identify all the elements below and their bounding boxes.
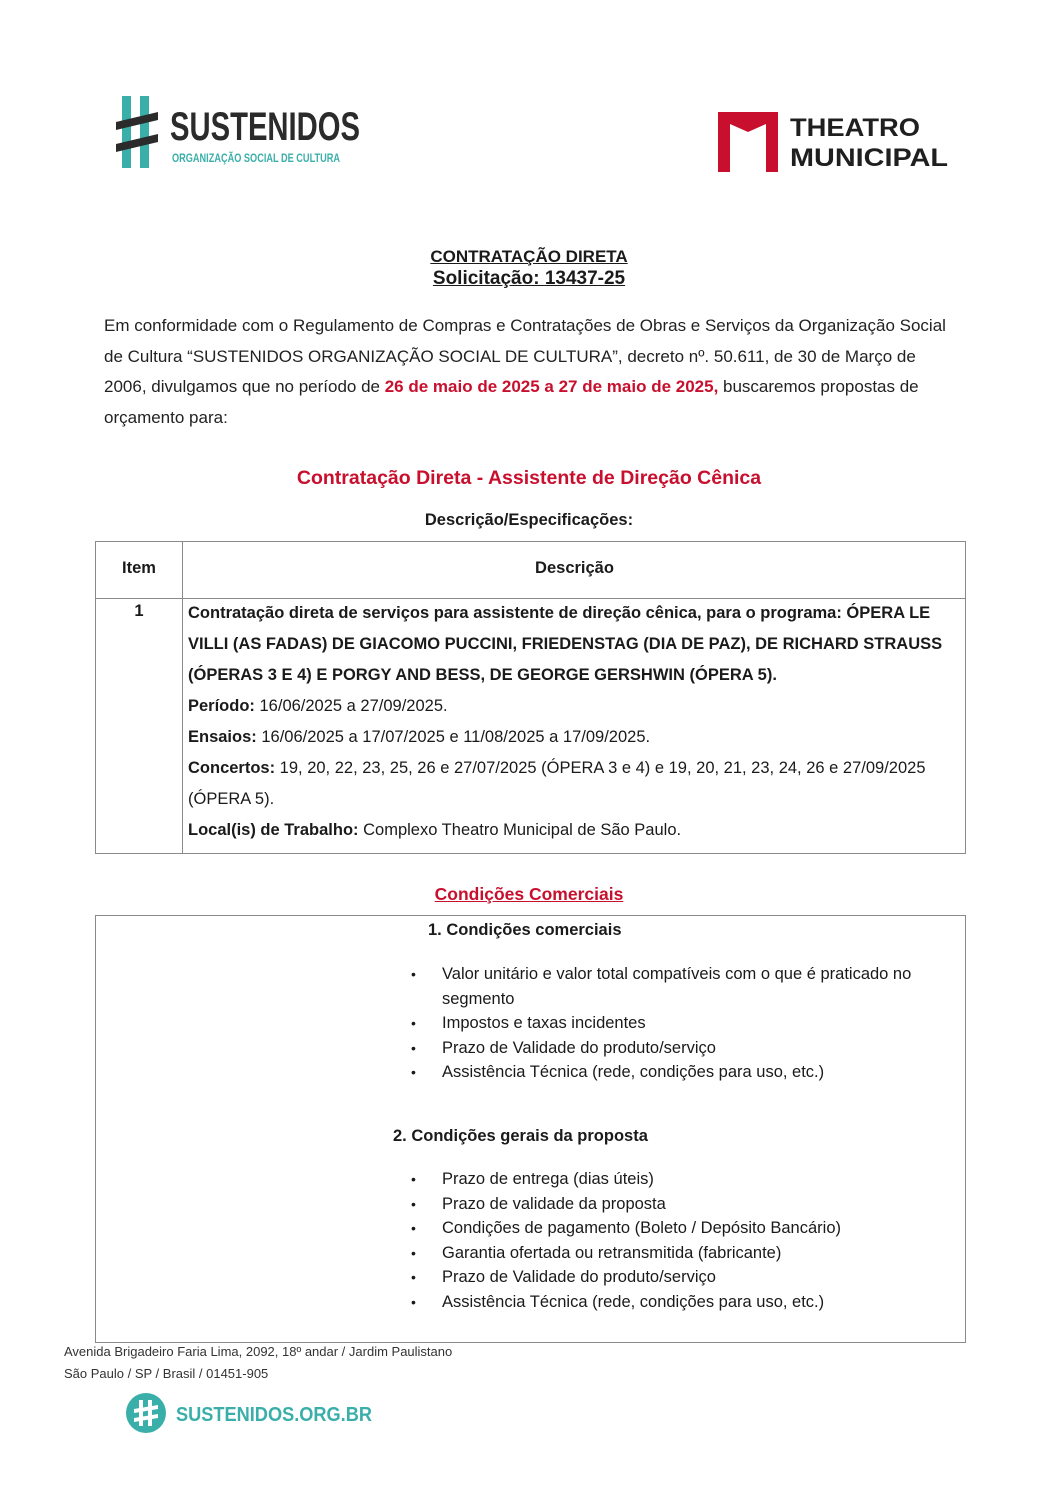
conditions-heading-1: 1. Condições comerciais: [428, 921, 622, 939]
theatro-municipal-logo: [716, 108, 956, 174]
column-header-description: Descrição: [535, 559, 614, 577]
request-number: Solicitação: 13437-25: [432, 268, 626, 289]
svg-text:THEATRO: THEATRO: [790, 114, 920, 142]
conditions-heading-2: 2. Condições gerais da proposta: [393, 1127, 648, 1145]
list-item: • Assistência Técnica (rede, condições para uso, etc.): [442, 1290, 957, 1315]
sustenidos-logo: [116, 94, 392, 172]
table-cell-item: 1: [134, 602, 144, 620]
list-item: • Assistência Técnica (rede, condições para uso, etc.): [442, 1060, 957, 1085]
workplace-label: Local(is) de Trabalho:: [188, 821, 359, 839]
list-item: • Condições de pagamento (Boleto / Depósito Bancário): [442, 1216, 957, 1241]
footer-address-line-2: São Paulo / SP / Brasil / 01451-905: [64, 1366, 269, 1381]
rehearsals-line: [188, 722, 963, 753]
concerts-line: [188, 753, 963, 815]
period-line: [188, 691, 963, 722]
list-item: • Prazo de Validade do produto/serviço: [442, 1036, 957, 1061]
list-item: • Valor unitário e valor total compatíveis com o que é praticado no segmento: [442, 962, 957, 1011]
period-label: Período:: [188, 697, 255, 715]
rehearsals-label: Ensaios:: [188, 728, 257, 746]
svg-text:ORGANIZAÇÃO SOCIAL DE CULTURA: ORGANIZAÇÃO SOCIAL DE CULTURA: [172, 151, 392, 165]
column-header-item: Item: [122, 559, 156, 577]
table-cell-description: [188, 598, 963, 846]
workplace-line: [188, 815, 963, 846]
svg-text:SUSTENIDOS.ORG.BR: SUSTENIDOS.ORG.BR: [176, 1404, 373, 1426]
document-type-title: CONTRATAÇÃO DIRETA: [430, 247, 628, 266]
conditions-box: [95, 915, 966, 1343]
footer-address-line-1: Avenida Brigadeiro Faria Lima, 2092, 18º andar / Jardim Paulistano: [64, 1344, 453, 1359]
concerts-label: Concertos:: [188, 759, 276, 777]
concerts-value: 19, 20, 22, 23, 25, 26 e 27/07/2025 (ÓPERA 3 e 4) e 19, 20, 21, 23, 24, 26 e 27/09/2025 (ÓPERA 5).: [188, 759, 926, 808]
service-title: Contratação direta de serviços para assistente de direção cênica, para o programa: ÓPERA LE VILLI (AS FADAS) DE GIACOMO PUCCINI, FRIEDENSTAG (DIA DE PAZ), DE RICHARD STRAUSS (ÓPERAS 3 E 4) E PORGY AND BESS, DE GEORGE GERSHWIN (ÓPERA 5).: [188, 604, 943, 684]
hash-circle-icon: [126, 1393, 166, 1433]
svg-text:SUSTENIDOS: SUSTENIDOS: [170, 105, 360, 149]
intro-text-before: Em conformidade com o Regulamento de Compras e Contratações de Obras e Serviços da Organização Social de Cultura “SUSTENIDOS ORGANIZAÇÃO SOCIAL DE CULTURA”, decreto nº. 50.611, de 30 de Março de 2006, divulgamos que no período de: [104, 316, 946, 396]
hash-icon: [116, 96, 158, 168]
list-item: • Garantia ofertada ou retransmitida (fabricante): [442, 1241, 957, 1266]
specifications-heading: Descrição/Especificações:: [424, 511, 634, 529]
list-item: • Prazo de Validade do produto/serviço: [442, 1265, 957, 1290]
rehearsals-value: 16/06/2025 a 17/07/2025 e 11/08/2025 a 17/09/2025.: [256, 728, 651, 746]
list-item: • Prazo de validade da proposta: [442, 1192, 957, 1217]
list-item: • Prazo de entrega (dias úteis): [442, 1167, 957, 1192]
table-divider: [182, 542, 183, 853]
svg-text:MUNICIPAL: MUNICIPAL: [790, 144, 948, 172]
commercial-conditions-title: Condições Comerciais: [434, 884, 624, 904]
footer-website-logo[interactable]: [124, 1391, 384, 1435]
intro-paragraph: [104, 311, 954, 433]
specifications-table: [95, 541, 966, 854]
period-value: 16/06/2025 a 27/09/2025.: [254, 697, 448, 715]
workplace-value: Complexo Theatro Municipal de São Paulo.: [358, 821, 682, 839]
arch-icon: [718, 112, 778, 172]
general-conditions-list: [442, 1167, 957, 1315]
period-highlight: 26 de maio de 2025 a 27 de maio de 2025,: [384, 377, 719, 396]
commercial-conditions-list: [442, 962, 957, 1085]
intro-text-after: buscaremos propostas de orçamento para:: [104, 377, 919, 427]
section-title: Contratação Direta - Assistente de Direção Cênica: [296, 467, 762, 489]
list-item: • Impostos e taxas incidentes: [442, 1011, 957, 1036]
